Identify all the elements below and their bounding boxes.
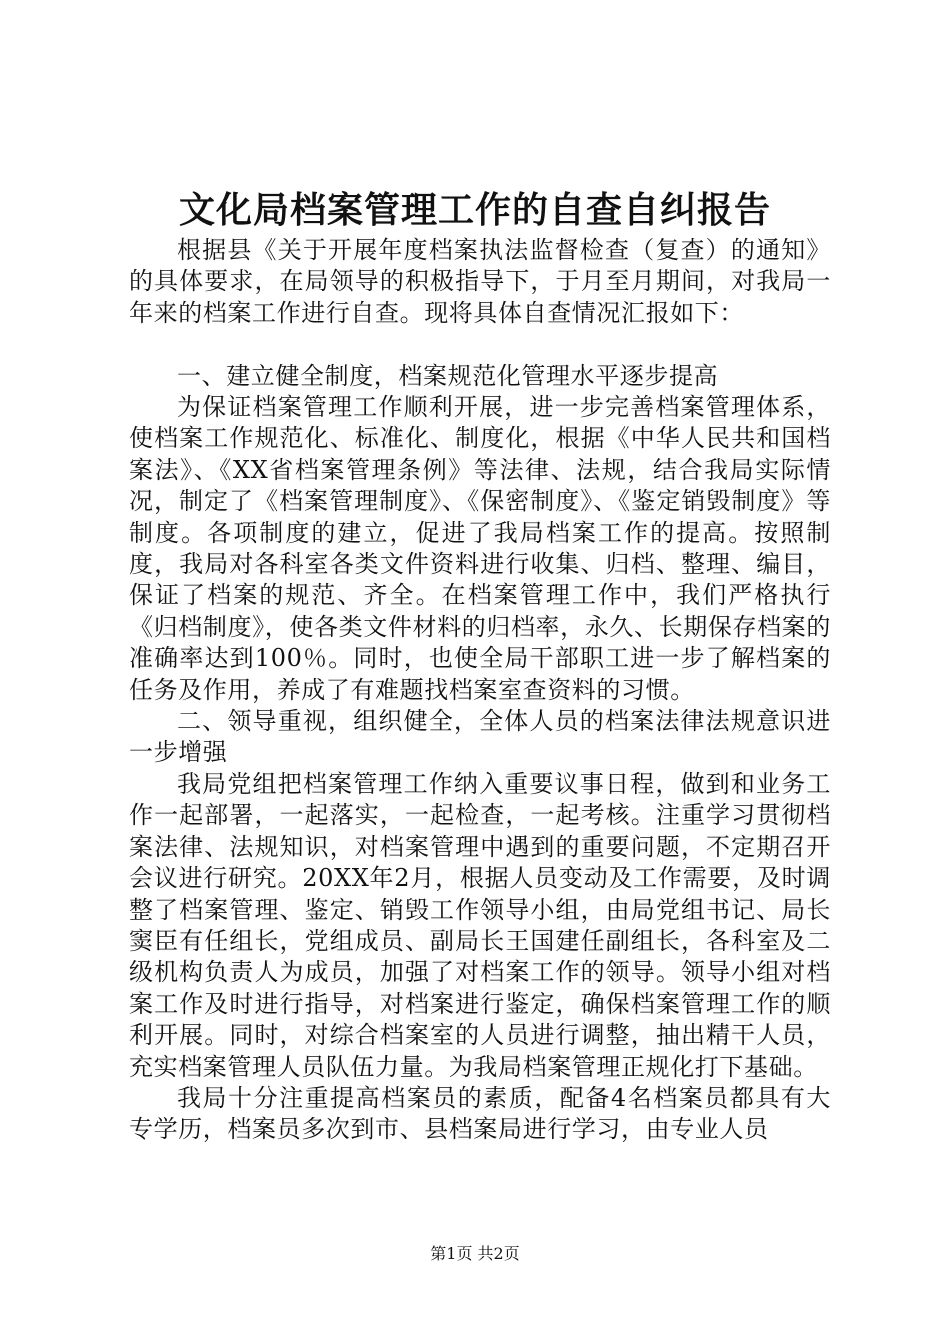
section1-heading: 一、建立健全制度，档案规范化管理水平逐步提高 <box>177 361 719 390</box>
document-title: 文化局档案管理工作的自查自纠报告 <box>178 189 771 231</box>
section2-heading: 二、领导重视，组织健全，全体人员的档案法律法规意识进一步增强 <box>129 707 831 767</box>
section2-paragraph-2: 我局十分注重提高档案员的素质，配备4名档案员都具有大专学历，档案员多次到市、县档案局进行学习，由专业人员 <box>129 1083 831 1144</box>
page-footer: 第1页 共2页 <box>430 1244 520 1263</box>
intro-paragraph: 根据县《关于开展年度档案执法监督检查（复查）的通知》的具体要求，在局领导的积极指导下，于月至月期间，对我局一年来的档案工作进行自查。现将具体自查情况汇报如下： <box>129 236 831 327</box>
paragraph-spacer <box>129 329 831 360</box>
document-body <box>129 235 831 1146</box>
section1-paragraph: 为保证档案管理工作顺利开展，进一步完善档案管理体系，使档案工作规范化、标准化、制度化，根据《中华人民共和国档案法》、《XX省档案管理条例》等法律、法规，结合我局实际情况，制定了《档案管理制度》、《保密制度》、《鉴定销毁制度》等制度。各项制度的建立，促进了我局档案工作的提高。按照制度，我局对各科室各类文件资料进行收集、归档、整理、编目，保证了档案的规范、齐全。在档案管理工作中，我们严格执行《归档制度》，使各类文件材料的归档率，永久、长期保存档案的准确率达到100％。同时，也使全局干部职工进一步了解档案的任务及作用，养成了有难题找档案室查资料的习惯。 <box>129 393 831 704</box>
section2-paragraph-1: 我局党组把档案管理工作纳入重要议事日程，做到和业务工作一起部署，一起落实，一起检查，一起考核。注重学习贯彻档案法律、法规知识，对档案管理中遇到的重要问题，不定期召开会议进行研究。20XX年2月，根据人员变动及工作需要，及时调整了档案管理、鉴定、销毁工作领导小组，由局党组书记、局长窦臣有任组长，党组成员、副局长王国建任副组长，各科室及二级机构负责人为成员，加强了对档案工作的领导。领导小组对档案工作及时进行指导，对档案进行鉴定，确保档案管理工作的顺利开展。同时，对综合档案室的人员进行调整，抽出精干人员，充实档案管理人员队伍力量。为我局档案管理正规化打下基础。 <box>129 769 831 1081</box>
